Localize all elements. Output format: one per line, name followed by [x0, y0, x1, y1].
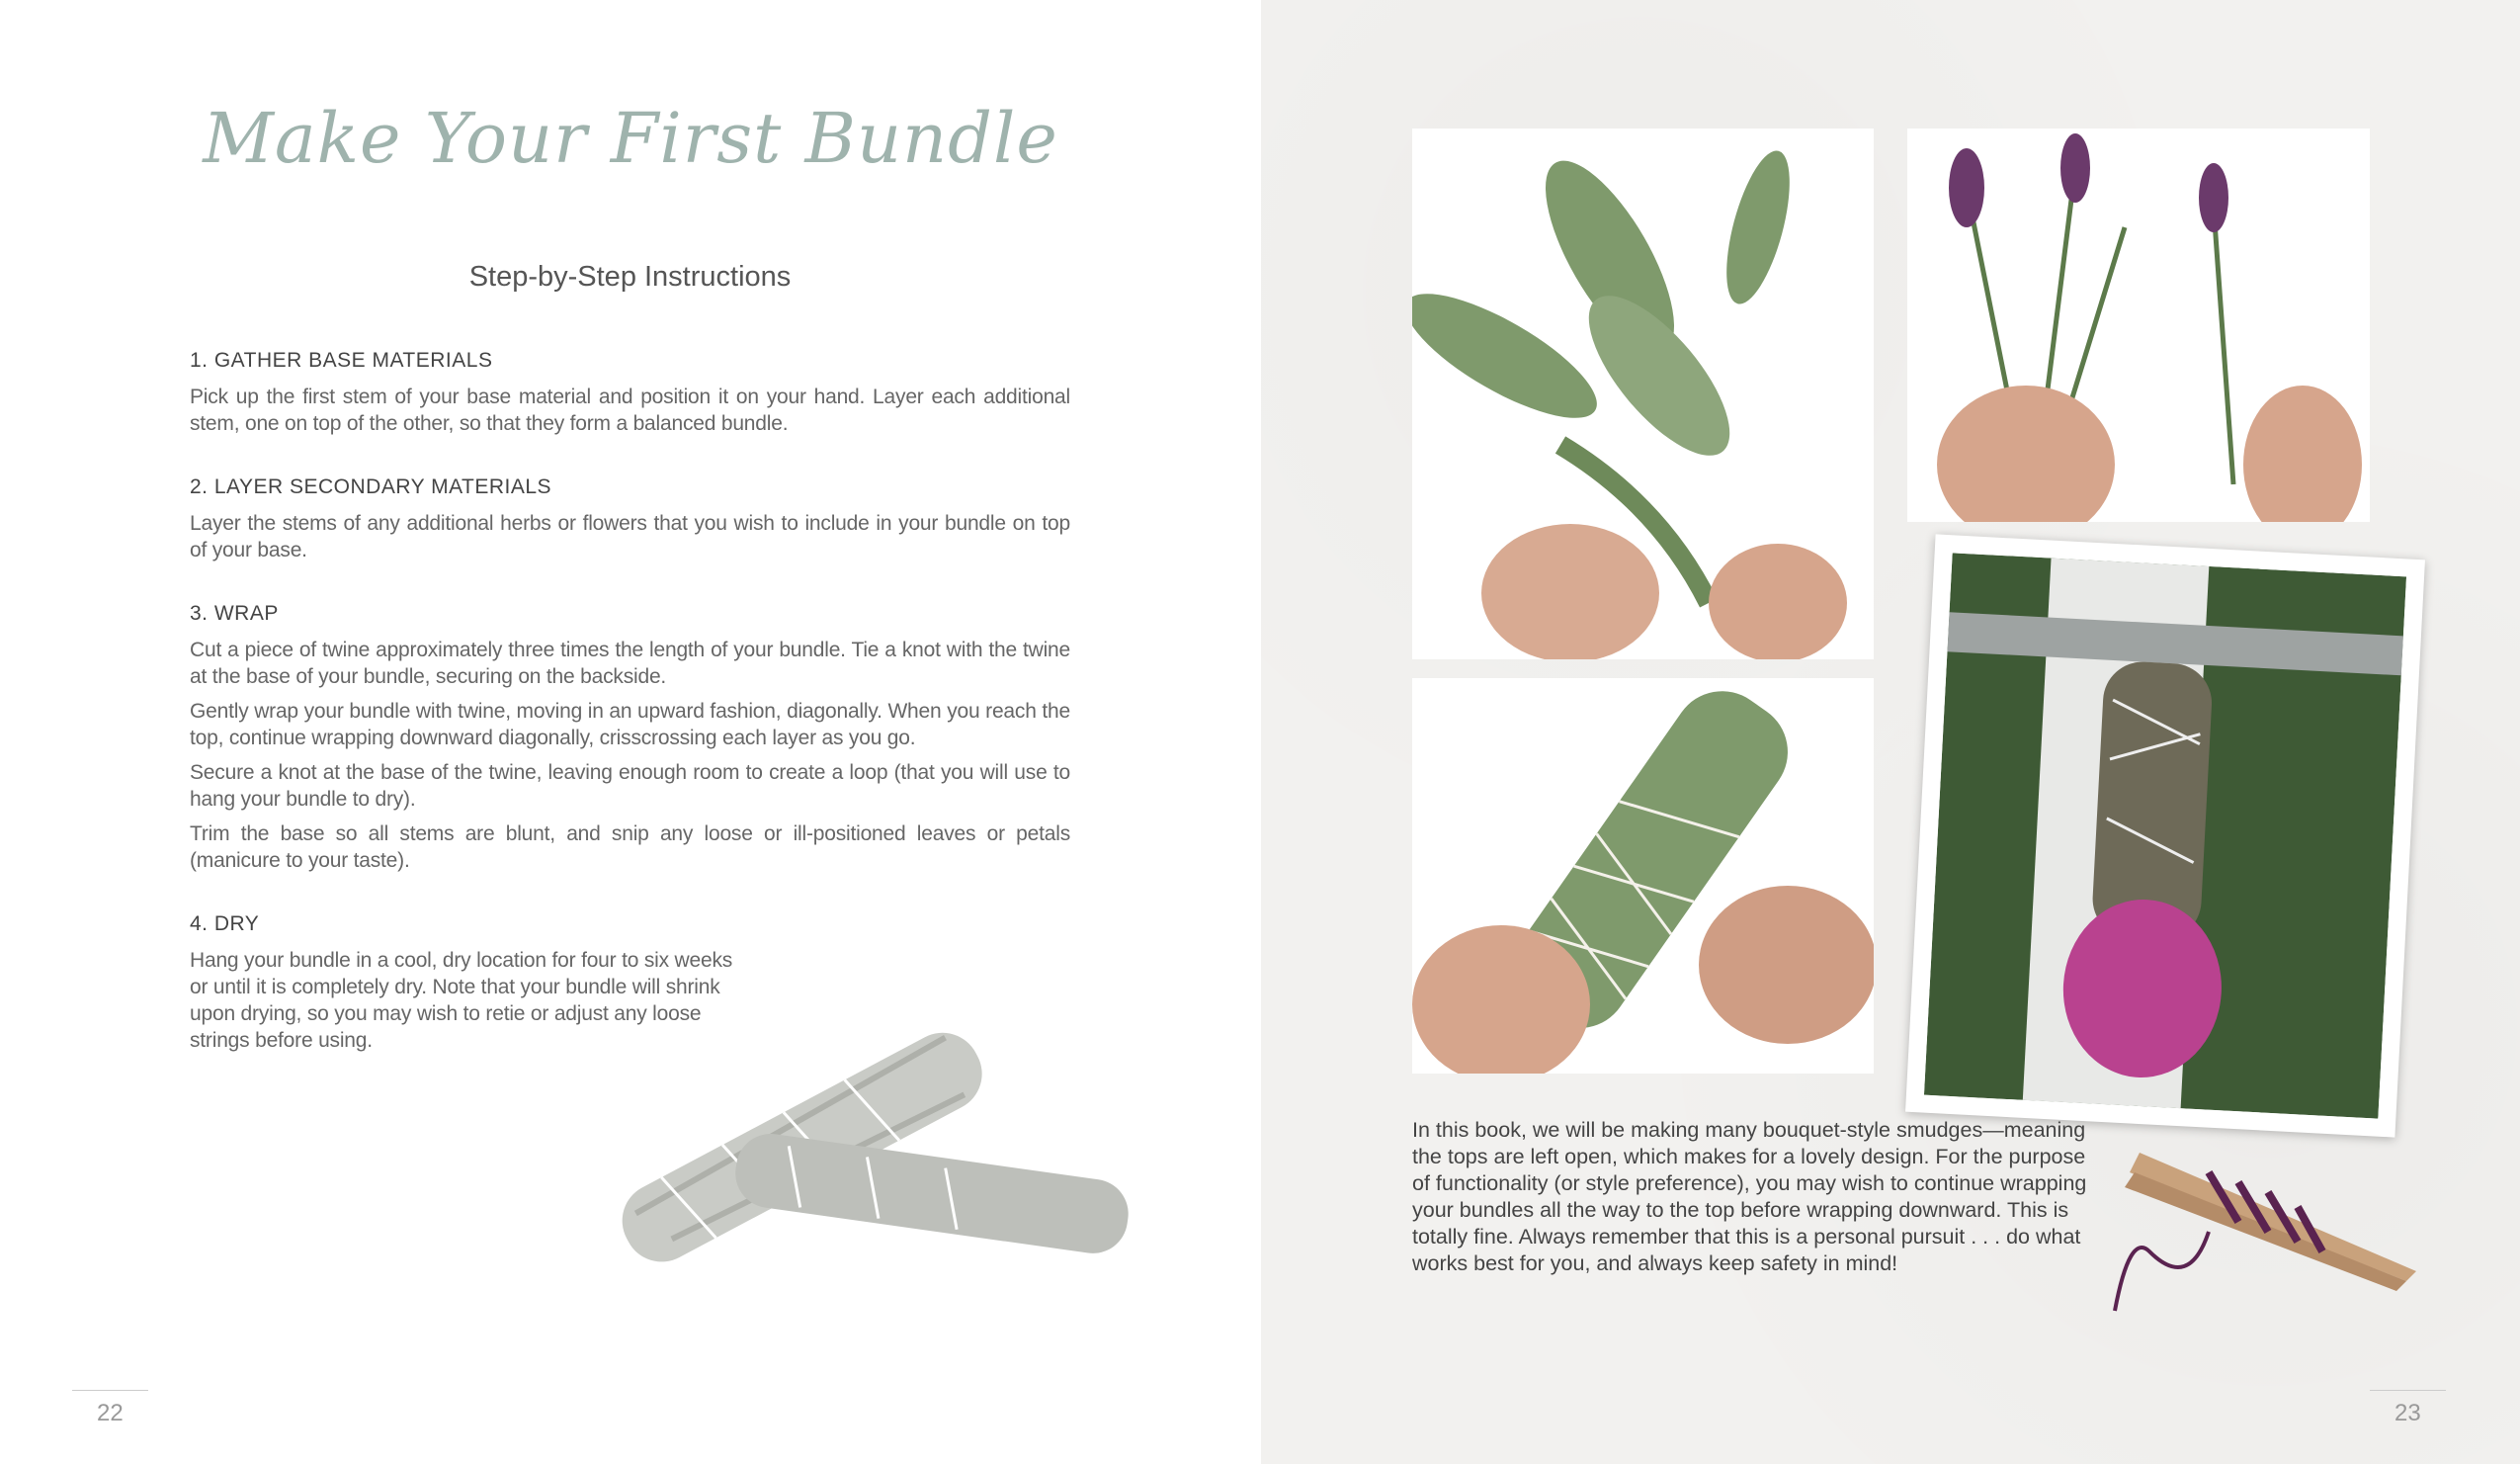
step-heading: 2. LAYER SECONDARY MATERIALS	[190, 475, 552, 498]
step-text: Layer the stems of any additional herbs or flowers that you wish to include in your bundle on top of your base.	[190, 512, 1070, 561]
step-list	[190, 348, 1070, 1091]
page-number-rule	[72, 1390, 148, 1391]
sage-stems-in-hand-photo	[1412, 129, 1874, 659]
hanging-bundle-image	[1924, 553, 2406, 1118]
page-subtitle: Step-by-Step Instructions	[468, 261, 792, 293]
page-number: 22	[97, 1400, 124, 1426]
step-gather	[190, 348, 1070, 437]
step-text: Cut a piece of twine approximately three times the length of your bundle. Tie a knot with the twine at the base of your bundle, securing on the backside.	[190, 639, 1070, 688]
step-text: Trim the base so all stems are blunt, and snip any loose or ill-positioned leaves or petals (manicure to your taste).	[190, 822, 1070, 872]
hanging-dried-bundle-photo	[1905, 534, 2425, 1137]
step-text: Hang your bundle in a cool, dry location for four to six weeks or until it is completely dry. Note that your bundle will shrink upon drying, so you may wish to retie or adjust any loose strings before using.	[190, 949, 733, 1052]
clothespin-with-twine-image	[2110, 1133, 2426, 1326]
page-number-rule	[2370, 1390, 2446, 1391]
step-text: Secure a knot at the base of the twine, leaving enough room to create a loop (that you will use to hang your bundle to dry).	[190, 761, 1070, 811]
lavender-in-hands-photo	[1907, 129, 2370, 522]
step-heading: 3. WRAP	[190, 602, 279, 625]
page-title: Make Your First Bundle	[203, 98, 1058, 179]
step-wrap	[190, 601, 1070, 874]
page-number: 23	[2394, 1400, 2421, 1426]
step-layer	[190, 474, 1070, 563]
step-text: Pick up the first stem of your base material and position it on your hand. Layer each additional stem, one on top of the other, so that they form a balanced bundle.	[190, 386, 1070, 435]
step-dry	[190, 911, 1070, 1054]
step-heading: 1. GATHER BASE MATERIALS	[190, 349, 493, 372]
step-text: Gently wrap your bundle with twine, moving in an upward fashion, diagonally. When you reach the top, continue wrapping downward diagonally, crisscrossing each layer as you go.	[190, 700, 1070, 749]
right-page-caption: In this book, we will be making many bouquet-style smudges—meaning the tops are left open, which makes for a lovely design. For the purpose of functionality (or style preference), you may wish to continue wrapping your bundles all the way to the top before wrapping downward. This is totally fine. Always remember that this is a personal pursuit . . . do what works best for you, and always keep safety in mind!	[1412, 1118, 2087, 1275]
wrapping-bundle-photo	[1412, 678, 1874, 1074]
step-heading: 4. DRY	[190, 912, 260, 935]
